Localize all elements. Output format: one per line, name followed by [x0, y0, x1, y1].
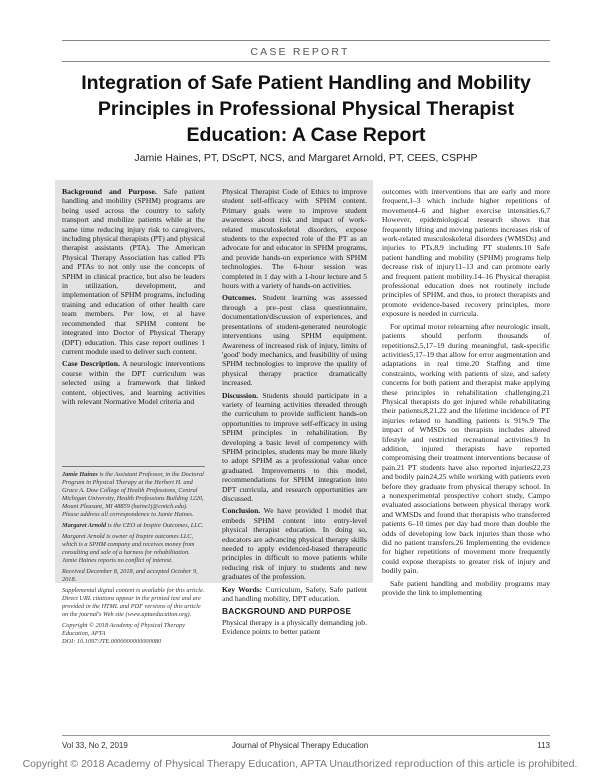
- section-label: CASE REPORT: [250, 46, 350, 58]
- description-text: A neurologic interventions course within the DPT curriculum was selected using a framework that linked content, objectives, and learning activities with relevant Normative Model criteria and: [62, 359, 205, 406]
- abstract-column-left: [62, 187, 205, 409]
- abstract-discussion-paragraph: [222, 391, 367, 504]
- note-arnold-name: Margaret Arnold: [62, 522, 107, 529]
- outcomes-heading: Outcomes.: [222, 293, 257, 303]
- article-title: Integration of Safe Patient Handling and Mobility Principles in Professional Physical Therapist Education: A Case Report: [81, 72, 531, 146]
- footer-journal: Journal of Physical Therapy Education: [231, 741, 369, 750]
- keywords-text: Curriculum, Safety, Safe patient and handling mobility, DPT education.: [222, 584, 367, 604]
- body-paragraph-3: Safe patient handling and mobility programs may provide the link to implementing: [382, 578, 550, 598]
- abstract-outcomes-paragraph: [222, 293, 367, 387]
- conclusion-heading: Conclusion.: [222, 506, 261, 516]
- note-arnold-text: is the CEO at Inspire Outcomes, LLC.: [107, 522, 204, 529]
- background-heading: Background and Purpose.: [62, 187, 157, 196]
- body-paragraph-2: For optimal motor relearning after neurologic insult, patients should perform thousands of repetitions2,5,17–19 during meaningful, task-specific activities5,17–19 that allow for error augmentation and adaptations in real time.20 Staffing and time constraints, working with patients of size, and safety concerns for both patient and therapist make applying these principles in rehabilitation challenging.21 Physical therapists do get injured while rehabilitating their patients,8,21,22 and the lifetime incidence of PT injuries related to handling patients is 91%.9 The impact of WMSDs on therapists includes altered lifestyle and restricted recreational activities.9 In addition, injured therapists have reported compromising their treatment interventions because of pain.21 PT students have also reported injuries22,23 and bodily pain24,25 while working with patients even before they graduate from physical therapy school. In a nonexperimental prospective cohort study, Campo evaluated associations between physical therapy work and WMSDs and found that therapists who transferred patients 6–10 times per day had more than double the odds of developing low back injuries than those who did no patient transfers.26 Implementing the evidence for higher repetitions of movement more frequently could expose therapists to greater risk of injury and bodily pain.: [382, 321, 550, 576]
- footer-page-number: 113: [537, 741, 550, 750]
- footer-rule: [62, 735, 550, 736]
- note-received: Received December 8, 2018, and accepted October 9, 2018.: [62, 568, 198, 583]
- author-list: Jamie Haines, PT, DScPT, NCS, and Margaret Arnold, PT, CEES, CSPHP: [134, 152, 478, 164]
- keywords-heading: Key Words:: [222, 584, 263, 594]
- copyright-banner: Copyright © 2018 Academy of Physical Therapy Education, APTA Unauthorized reproduction of this article is prohibited.: [22, 758, 578, 770]
- background-text: Safe patient handling and mobility (SPHM) programs are being used across the country to safely transport and mobilize patients while at the same time reducing injury risk to caregivers, including physical therapists (PT) and physical therapist assistants (PTA). The American Physical Therapy Association has called PTs and PTAs to not only use the concepts of SPHM in clinical practice, but also be leaders in utilization, development, and implementation of SPHM programs, including training and education of other health care team members. Per low, et al have recommended that SPHM content be integrated into Doctor of Physical Therapy (DPT) education. This case report outlines 1 current module used to deliver such content.: [62, 187, 205, 356]
- body-column-right: [382, 187, 550, 600]
- note-supplemental: Supplemental digital content is available for this article. Direct URL citations appear in the printed text and are provided in the HTML and PDF versions of this article on the journal's Web site (www.aptaeducation.org).: [62, 587, 205, 618]
- background-section-heading: BACKGROUND AND PURPOSE: [222, 606, 352, 616]
- background-section-text: Physical therapy is a physically demanding job. Evidence points to better patient: [222, 618, 367, 637]
- note-haines-name: Jamie Haines: [62, 471, 98, 478]
- note-coi: Margaret Arnold is owner of Inspire outcomes LLC, which is a SPHM company and receives money from consulting and sale of a harness for rehabilitation. Jamie Haines reports no conflict of interest.: [62, 533, 195, 564]
- abstract-description-paragraph: [62, 359, 205, 406]
- note-arnold: [62, 522, 205, 530]
- note-doi: DOI: 10.1097/JTE.0000000000000080: [62, 638, 162, 645]
- body-paragraph-1: outcomes with interventions that are early and more frequent,1–3 which include higher repetitions of movement4–6 and higher exercise intensities.6,7 However, epidemiological research shows that frequently lifting and moving patients increases risk of work-related musculoskeletal disorders (WMSDs) and injuries to PTs,8,9 including PT students.10 Safe patient handling and mobility (SPHM) programs help decrease risk of injury11–13 and can promote early and frequent patient mobility.14–16 Physical therapist professional education does not routinely include principles of SPHM, and thus, to protect therapists and promote evidence-based recovery principles, more exposure is needed in curricula.: [382, 187, 550, 319]
- footer-volume: Vol 33, No 2, 2019: [62, 741, 128, 750]
- abstract-column-middle: [222, 187, 367, 606]
- header-bottom-rule: [62, 61, 550, 62]
- author-notes-rule: [62, 466, 205, 467]
- outcomes-text: Student learning was assessed through a pre–post class questionnaire, documentation/discussion of experiences, and presentations of student-generated neurologic interventions using SPHM equipment. Awareness of increased risk of injury, limits of 'good' body mechanics, and feasibility of using SPHM technologies to improve the quality of physical therapy practice dramatically increased.: [222, 293, 367, 388]
- discussion-heading: Discussion.: [222, 390, 259, 400]
- header-top-rule: [62, 40, 550, 41]
- abstract-conclusion-paragraph: [222, 506, 367, 581]
- note-haines: [62, 471, 205, 519]
- note-copyright: Copyright © 2018 Academy of Physical Therapy Education, APTA: [62, 622, 185, 637]
- discussion-text: Students should participate in a variety of learning activities threaded through the curriculum to provide sufficient hands-on opportunities to improve self-efficacy in using SPHM principles in rehabilitation. By developing a basic level of competency with SPHM principles, students may be more likely to adopt SPHM as a professional value once graduated. Improvements to this model, recommendations for SPHM integration into DPT curricula, and research opportunities are discussed.: [222, 390, 367, 503]
- description-continued: Physical Therapist Code of Ethics to improve student self-efficacy with SPHM content. Primary goals were to improve student awareness about risk and impact of work-related musculoskeletal disorders, expose students to the expected role of the PT as an advocate for and educator in SPHM programs, and provide hands-on experience with SPHM technologies. The 6-hour session was completed in 1 day with a 1-hour lecture and 5 hours with a variety of hands-on activities.: [222, 187, 367, 291]
- note-haines-text: is the Assistant Professor, in the Doctoral Program in Physical Therapy at the Herbert H. and Grace A. Dow College of Health Professions, Central Michigan University, Health Professions Building 1220, Mount Pleasant, MI 48859 (haine1j@cmich.edu). Please address all correspondence to Jamie Haines.: [62, 471, 204, 518]
- abstract-background-paragraph: [62, 187, 205, 356]
- author-notes: [62, 471, 205, 649]
- conclusion-text: We have provided 1 model that embeds SPHM content into entry-level physical therapist education. In doing so, educators are advancing physical therapy skills needed to apply evidenced-based therapeutic principles in difficult to move patients while reducing risk of injury to students and new graduates of the profession.: [222, 506, 367, 582]
- keywords-paragraph: [222, 585, 367, 604]
- description-heading: Case Description.: [62, 359, 120, 369]
